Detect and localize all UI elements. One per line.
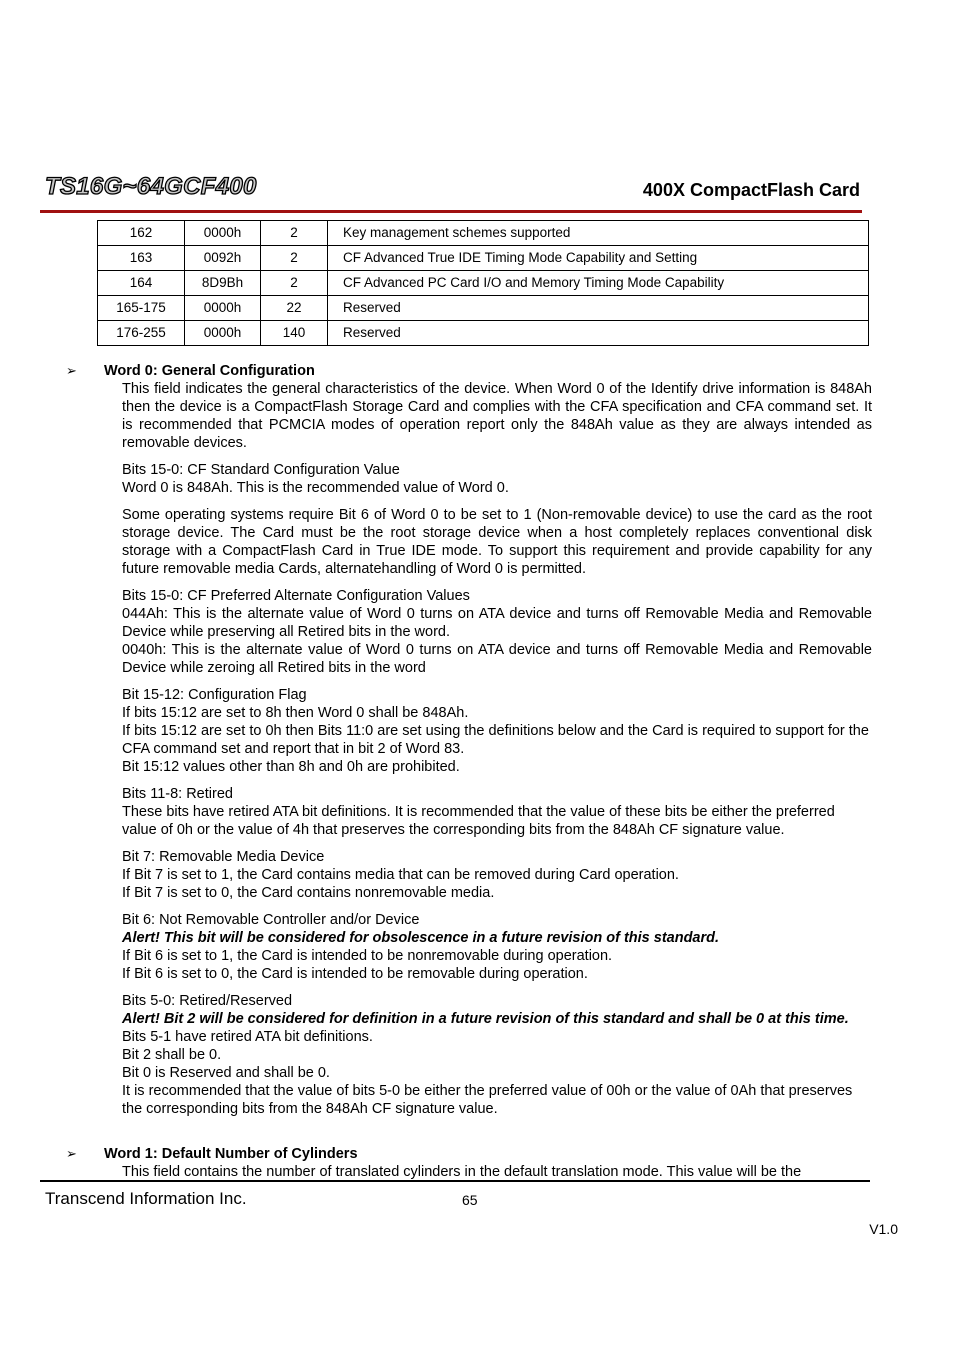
bytes-cell: 2: [261, 246, 328, 271]
bits50-title: Bits 5-0: Retired/Reserved: [122, 993, 293, 1009]
bit6-title: Bit 6: Not Removable Controller and/or Device: [122, 912, 420, 928]
std-config-title: Bits 15-0: CF Standard Configuration Value: [122, 462, 400, 478]
bit6-set-1: If Bit 6 is set to 1, the Card is intended to be nonremovable during operation.: [122, 948, 613, 964]
word-cell: 165-175: [98, 296, 185, 321]
model-title: TS16G~64GCF400: [45, 173, 257, 200]
bytes-cell: 2: [261, 271, 328, 296]
bits50-alert: Alert! Bit 2 will be considered for definition in a future revision of this standard and shall be 0 at this time.: [122, 1011, 849, 1027]
arrow-bullet-icon: ➢: [66, 1146, 77, 1161]
bits50-line-2: Bit 2 shall be 0.: [122, 1047, 222, 1063]
footer-rule: [40, 1180, 870, 1182]
config-flag-title: Bit 15-12: Configuration Flag: [122, 687, 307, 703]
retired-title: Bits 11-8: Retired: [122, 786, 233, 802]
default-value-cell: 8D9Bh: [185, 271, 261, 296]
word1-intro: This field contains the number of translated cylinders in the default translation mode. This value will be the: [122, 1164, 802, 1180]
config-flag-line-2: If bits 15:12 are set to 0h then Bits 11:0 are set using the definitions below and the Card is required to support for the CFA command set and report that in bit 2 of Word 83.: [122, 723, 869, 757]
body-content: [0, 362, 954, 1190]
bit6-block: [122, 911, 872, 983]
table-row: [98, 296, 869, 321]
bit6-set-0: If Bit 6 is set to 0, the Card is intended to be removable during operation.: [122, 966, 588, 982]
bits50-line-4: It is recommended that the value of bits 5-0 be either the preferred value of 00h or the value of 0Ah that preserves the corresponding bits from the 848Ah CF signature value.: [122, 1083, 853, 1117]
version-label: V1.0: [869, 1221, 898, 1237]
page-number: 65: [462, 1192, 478, 1208]
bits50-line-1: Bits 5-1 have retired ATA bit definitions.: [122, 1029, 373, 1045]
table-row: [98, 246, 869, 271]
identify-table: [97, 220, 869, 346]
retired-text: These bits have retired ATA bit definitions. It is recommended that the value of these bits be either the preferred value of 0h or the value of 4h that preserves the corresponding bits from the 848Ah CF signature value.: [122, 804, 835, 838]
product-title: 400X CompactFlash Card: [642, 180, 860, 200]
section-title: Word 0: General Configuration: [104, 363, 315, 379]
section-title: Word 1: Default Number of Cylinders: [104, 1146, 358, 1162]
arrow-bullet-icon: ➢: [66, 363, 77, 378]
pref-alt-044a: 044Ah: This is the alternate value of Word 0 turns on ATA device and turns off Removable Media and Removable Device while preserving all Retired bits in the word.: [122, 606, 872, 640]
std-config-text: Word 0 is 848Ah. This is the recommended value of Word 0.: [122, 480, 509, 496]
bit6-alert: Alert! This bit will be considered for obsolescence in a future revision of this standard.: [122, 930, 720, 946]
table-row: [98, 321, 869, 346]
data-field-cell: Reserved: [328, 296, 869, 321]
data-field-cell: Key management schemes supported: [328, 221, 869, 246]
config-flag-line-3: Bit 15:12 values other than 8h and 0h are prohibited.: [122, 759, 460, 775]
bits50-block: [122, 992, 872, 1118]
word-cell: 164: [98, 271, 185, 296]
bits50-line-3: Bit 0 is Reserved and shall be 0.: [122, 1065, 330, 1081]
data-field-cell: CF Advanced True IDE Timing Mode Capability and Setting: [328, 246, 869, 271]
bit7-set-1: If Bit 7 is set to 1, the Card contains media that can be removed during Card operation.: [122, 867, 679, 883]
bit7-set-0: If Bit 7 is set to 0, the Card contains nonremovable media.: [122, 885, 495, 901]
pref-alt-title: Bits 15-0: CF Preferred Alternate Configuration Values: [122, 588, 470, 604]
header-rule: [40, 210, 862, 213]
data-field-cell: CF Advanced PC Card I/O and Memory Timing Mode Capability: [328, 271, 869, 296]
root-storage-paragraph: Some operating systems require Bit 6 of Word 0 to be set to 1 (Non-removable device) to use the card as the root storage device. The Card must be the root storage device when a host completely replaces conventional disk storage with a CompactFlash Card in True IDE mode. To support this requirement and provide capability for any future removable media Cards, alternatehandling of Word 0 is permitted.: [122, 507, 872, 577]
section-word1-heading: [0, 1145, 954, 1163]
table-row: [98, 271, 869, 296]
section-word0-heading: [0, 362, 954, 380]
default-value-cell: 0000h: [185, 221, 261, 246]
bit7-title: Bit 7: Removable Media Device: [122, 849, 325, 865]
bytes-cell: 140: [261, 321, 328, 346]
default-value-cell: 0092h: [185, 246, 261, 271]
word-cell: 163: [98, 246, 185, 271]
bytes-cell: 2: [261, 221, 328, 246]
word-cell: 162: [98, 221, 185, 246]
bytes-cell: 22: [261, 296, 328, 321]
data-field-cell: Reserved: [328, 321, 869, 346]
word-cell: 176-255: [98, 321, 185, 346]
default-value-cell: 0000h: [185, 296, 261, 321]
footer-company: Transcend Information Inc.: [45, 1189, 247, 1208]
table-row: [98, 221, 869, 246]
bit7-block: [122, 848, 872, 902]
word0-intro: This field indicates the general characteristics of the device. When Word 0 of the Identify drive information is 848Ah then the device is a CompactFlash Storage Card and complies with the CFA specification and CFA command set. It is recommended that PCMCIA modes of operation report only the 848Ah value as they are always intended as removable devices.: [122, 381, 872, 451]
pref-alt-block: [122, 587, 872, 677]
default-value-cell: 0000h: [185, 321, 261, 346]
retired-block: [122, 785, 872, 839]
std-config-block: [122, 461, 872, 497]
pref-alt-0040: 0040h: This is the alternate value of Word 0 turns on ATA device and turns off Removable Media and Removable Device while zeroing all Retired bits in the word: [122, 642, 872, 676]
config-flag-block: [122, 686, 872, 776]
config-flag-line-1: If bits 15:12 are set to 8h then Word 0 shall be 848Ah.: [122, 705, 469, 721]
